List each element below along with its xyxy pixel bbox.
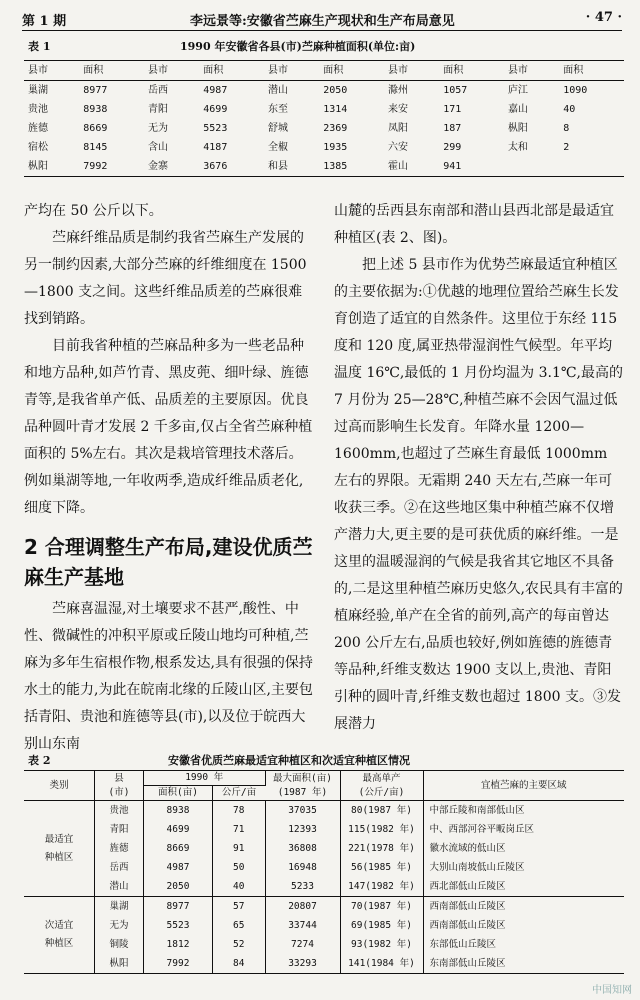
table1-cell: 巢湖 [28,85,48,96]
table2-cell: 37035 [265,801,340,821]
table1-header-cell: 面积 [79,61,144,81]
table1-cell: 1935 [323,142,348,153]
table2-cell: 12393 [265,820,340,839]
table2-cell: 8938 [144,801,213,821]
table-row [24,916,624,935]
table1-cell: 40 [563,104,576,115]
table1-cell: 8145 [83,142,108,153]
table2-cell: 中、西部河谷平畈岗丘区 [429,824,535,835]
table1-cell: 岳西 [147,85,168,96]
table1-cell: 东至 [267,104,288,115]
table1-cell: 潜山 [267,85,288,96]
table2-cell: 56(1985 年) [340,858,423,877]
table1-cell: 8977 [83,85,108,96]
watermark: 中国知网 [592,985,632,996]
th-area: 面积(亩) [144,786,213,801]
table2-caption: 安徽省优质苎麻最适宜种植区和次适宜种植区情况 [168,754,410,767]
table1-cell: 8938 [83,104,108,115]
table1-cell: 8 [563,123,570,134]
paragraph: 苎麻纤维品质是制约我省苎麻生产发展的另一制约因素,大部分苎麻的纤维细度在 1500—1800 支之间。这些纤维品质差的苎麻很难找到销路。 [24,230,307,327]
issue-number: 第 1 期 [22,14,67,29]
table2-cell: 8669 [144,839,213,858]
table-row [24,119,624,138]
table1-body [24,81,624,177]
table1-cell: 枞阳 [28,161,48,172]
table1-cell: 299 [443,142,462,153]
table1-cell: 941 [443,161,462,172]
table2-cell: 50 [213,858,266,877]
table2-cell: 221(1978 年) [340,839,423,858]
table2-cell: 7274 [265,935,340,954]
running-header [22,8,622,30]
table2-header-row [24,771,624,786]
table2-cell: 西北部低山丘陵区 [429,881,506,892]
table2-cell: 2050 [144,877,213,897]
table-row [24,858,624,877]
table2-cell: 5523 [144,916,213,935]
table-row [24,839,624,858]
table2-cell: 84 [213,954,266,974]
table2-cell: 5233 [265,877,340,897]
th-county: 县 (市) [95,771,144,801]
table1-header-cell: 县市 [264,61,319,81]
table1-cell: 7992 [83,161,108,172]
paragraph: 目前我省种植的苎麻品种多为一些老品种和地方品种,如芦竹青、黑皮蔸、细叶绿、旌德青等,是我省单产低、品质差的主要原因。优良品种圆叶青才发展 2 千多亩,仅占全省苎麻种植面积的 5%左右。其次是栽培管理技术落后。例如巢湖等地,一年收两季,造成纤维品质老化,细度下降。 [24,338,313,516]
th-category: 类别 [24,771,95,801]
table1-header-cell: 县市 [504,61,559,81]
table2-cell: 潜山 [95,877,144,897]
table1-cell: 滁州 [387,85,408,96]
table2-cell: 70(1987 年) [340,897,423,917]
table1-cell: 1385 [323,161,348,172]
table1-cell: 4987 [203,85,228,96]
table1-cell: 枞阳 [507,123,528,134]
table2-cell: 52 [213,935,266,954]
table1-cell [559,157,624,177]
table-row [24,801,624,821]
table1-header-row [24,61,624,81]
header-rule [22,30,622,31]
table2-cell: 大别山南坡低山丘陵区 [429,862,525,873]
table-row [24,138,624,157]
table1-header-cell: 县市 [384,61,439,81]
table2-cell: 93(1982 年) [340,935,423,954]
table2-cell: 4987 [144,858,213,877]
table2-cell: 65 [213,916,266,935]
table2-cell: 东南部低山丘陵区 [429,958,506,969]
table1-header-cell: 面积 [439,61,504,81]
table2-cell: 西南部低山丘陵区 [423,897,624,917]
table2-cell: 147(1982 年) [340,877,423,897]
table1-cell: 太和 [507,142,528,153]
table-row [24,81,624,101]
table1-cell: 4699 [203,104,228,115]
th-year: 1990 年 [144,771,266,786]
table2-cell: 33744 [265,916,340,935]
table2-cell: 巢湖 [95,897,144,917]
table2-cell: 8977 [144,897,213,917]
running-title: 李远景等:安徽省苎麻生产现状和生产布局意见 [190,14,455,29]
table1-cell: 宿松 [28,142,48,153]
table1-cell: 2369 [323,123,348,134]
table2-cell: 枞阳 [95,954,144,974]
table1-cell: 六安 [387,142,408,153]
table1-cell: 舒城 [267,123,288,134]
table1-cell: 1314 [323,104,348,115]
table1-cell: 2 [563,142,570,153]
table1-cell: 2050 [323,85,348,96]
table1-cell: 5523 [203,123,228,134]
table1-label: 表 1 [28,40,51,53]
table1-header-cell: 县市 [144,61,199,81]
right-column [334,198,624,738]
paragraph: 山麓的岳西县东南部和潜山县西北部是最适宜种植区(表 2、图)。 [334,203,614,246]
table1-cell: 贵池 [28,104,48,115]
table-row [24,935,624,954]
table1-header-cell: 面积 [319,61,384,81]
page-number: · 47 · [585,10,622,25]
table2-cell: 57 [213,897,266,917]
table-row [24,954,624,974]
left-column [24,198,314,758]
table2-cell: 7992 [144,954,213,974]
table1-cell: 庐江 [507,85,528,96]
table1-cell: 3676 [203,161,228,172]
table2-cell: 4699 [144,820,213,839]
table2-cell: 东部低山丘陵区 [429,939,497,950]
table-row [24,820,624,839]
table1-cell: 187 [443,123,462,134]
table2-cell: 80(1987 年) [340,801,423,821]
table1-cell: 金寨 [147,161,168,172]
table2-cell: 16948 [265,858,340,877]
th-max-area: 最大面积(亩) (1987 年) [265,771,340,801]
table1-cell: 青阳 [147,104,168,115]
table1-cell: 嘉山 [507,104,528,115]
paragraph: 苎麻喜温湿,对土壤要求不甚严,酸性、中性、微碱性的冲积平原或丘陵山地均可种植,苎麻为多年生宿根作物,根系发达,具有很强的保持水土的能力,为此在皖南北缘的丘陵山区,主要包括青阳、贵池和旌德等县(市),以及位于皖西大别山东南 [24,601,313,752]
table2-label: 表 2 [28,754,51,767]
table2-cell: 1812 [144,935,213,954]
table2-cell: 40 [213,877,266,897]
table1-cell: 无为 [147,123,168,134]
table2-cell: 115(1982 年) [340,820,423,839]
table2-cell: 69(1985 年) [340,916,423,935]
table-row [24,100,624,119]
table-row [24,877,624,897]
table2-cell: 33293 [265,954,340,974]
table2-cell: 铜陵 [95,935,144,954]
table2-cell: 贵池 [95,801,144,821]
paragraph: 把上述 5 县市作为优势苎麻最适宜种植区的主要依据为:①优越的地理位置给苎麻生长发育创造了适宜的自然条件。这里位于东经 115 度和 120 度,属亚热带湿润性气候型。年平均温度 16℃,最低的 1 月份均温为 3.1℃,最高的 7 月份为 25—28℃,种植苎麻不会因气温过低过高而影响生长发育。年降水量 1200—1600mm,也超过了苎麻生育最低 1000mm 左右的界限。无霜期 240 天左右,苎麻一年可收获三季。②在这些地区集中种植苎麻不仅增产潜力大,更主要的是可获优质的麻纤维。一是这里的温暖湿润的气候是我省其它地区不具备的,二是这里种植苎麻历史悠久,农民具有丰富的植麻经验,单产在全省的前列,高产的每亩曾达 200 公斤左右,品质也较好,例如旌德的旌德青等品种,纤维支数达 1900 支以上,贵池、青阳引种的圆叶青,纤维支数也超过 1800 支。③发展潜力 [334,257,624,732]
table1-cell: 1057 [443,85,468,96]
table2-cell: 141(1984 年) [340,954,423,974]
paragraph: 产均在 50 公斤以下。 [24,203,163,219]
table2-body [24,801,624,974]
table1-cell: 8669 [83,123,108,134]
table2-cell: 徽水流域的低山区 [429,843,506,854]
table2-cell: 青阳 [95,820,144,839]
th-region: 宜植苎麻的主要区域 [423,771,624,801]
table1-cell: 171 [443,104,462,115]
th-max-yield: 最高单产 (公斤/亩) [340,771,423,801]
table2-cell: 78 [213,801,266,821]
table1-cell: 和县 [267,161,288,172]
table2-cell: 36808 [265,839,340,858]
table2-cell: 20807 [265,897,340,917]
section-heading: 2 合理调整生产布局,建设优质苎麻生产基地 [24,535,313,589]
table2 [24,770,624,974]
table2-cell: 中部丘陵和南部低山区 [423,801,624,821]
table2-cell: 71 [213,820,266,839]
table1-cell: 含山 [147,142,168,153]
table1-cell: 霍山 [387,161,408,172]
table-row [24,897,624,917]
table1 [24,60,624,177]
table2-group-name: 最适宜 种植区 [24,801,95,897]
table2-group-name: 次适宜 种植区 [24,897,95,974]
table-row [24,157,624,177]
table1-caption: 1990 年安徽省各县(市)苎麻种植面积(单位:亩) [180,40,416,53]
table1-cell: 1090 [563,85,588,96]
table2-cell: 岳西 [95,858,144,877]
table2-cell: 91 [213,839,266,858]
table2-cell: 无为 [95,916,144,935]
table1-cell: 旌德 [28,123,48,134]
table1-header-cell: 面积 [199,61,264,81]
table1-cell [504,157,559,177]
table1-header-cell: 县市 [24,61,79,81]
th-yield: 公斤/亩 [213,786,266,801]
table1-cell: 来安 [387,104,408,115]
table1-header-cell: 面积 [559,61,624,81]
table1-cell: 全椒 [267,142,288,153]
table2-cell: 旌德 [95,839,144,858]
table2-cell: 西南部低山丘陵区 [429,920,506,931]
table1-cell: 凤阳 [387,123,408,134]
table1-cell: 4187 [203,142,228,153]
